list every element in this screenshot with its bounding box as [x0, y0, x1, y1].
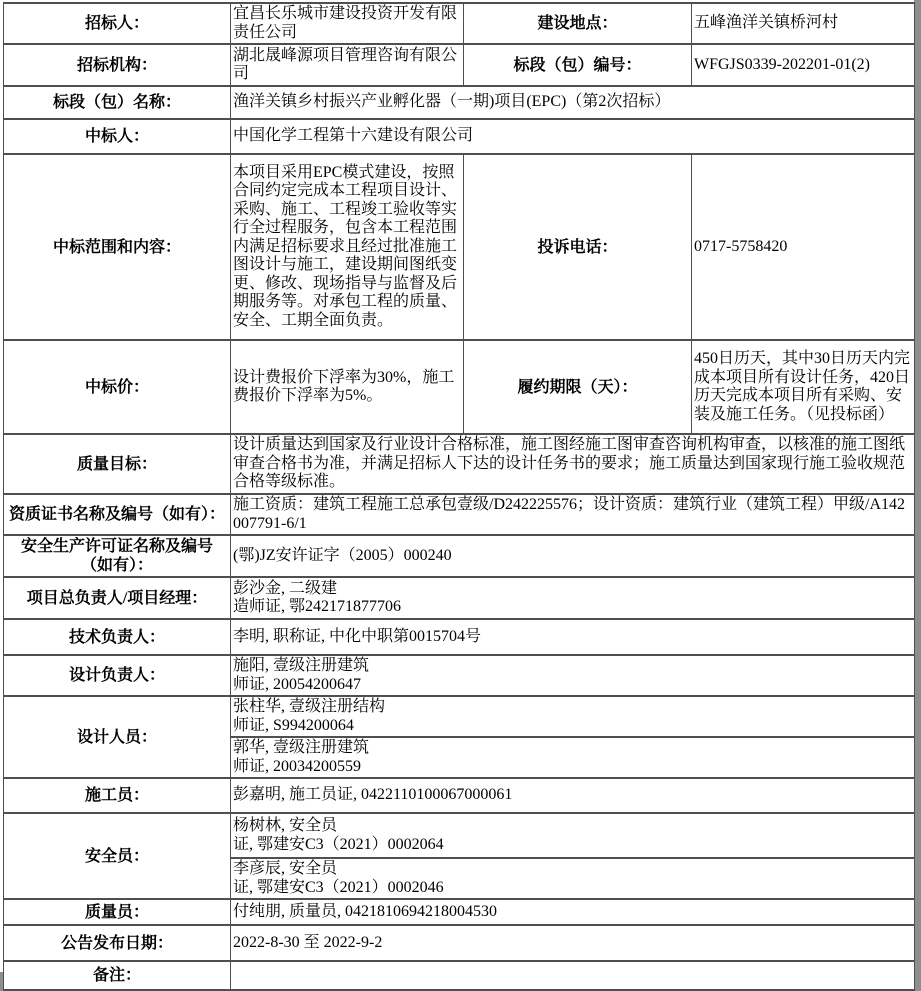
value-safety-officer-2: 李彦辰, 安全员 证, 鄂建安C3（2021）0002046	[231, 858, 915, 899]
label-performance-period: 履约期限（天）：	[464, 340, 692, 434]
bid-award-table	[3, 2, 915, 991]
value-designer-1: 张柱华, 壹级注册结构 师证, S994200064	[231, 696, 915, 737]
label-bid-price: 中标价：	[4, 340, 231, 434]
table-row-qualification	[4, 494, 915, 535]
value-scope: 本项目采用EPC模式建设，按照合同约定完成本工程项目设计、采购、施工、工程竣工验收等实行全过程服务，包含本工程范围内满足招标要求且经过批准施工图设计与施工，建设期间图纸变更、修改、现场指导与监督及后期服务等。对承包工程的质量、安全、工期全面负责。	[231, 154, 464, 340]
value-project-manager: 彭沙金, 二级建 造师证, 鄂242171877706	[231, 577, 915, 619]
label-construction-officer: 施工员：	[4, 778, 231, 813]
label-quality-goal: 质量目标：	[4, 434, 231, 494]
table-row-tenderer	[4, 3, 915, 44]
value-tenderer: 宜昌长乐城市建设投资开发有限责任公司	[231, 3, 464, 44]
label-technical-lead: 技术负责人：	[4, 619, 231, 655]
table-row-announce-date	[4, 925, 915, 961]
value-quality-officer: 付纯朋, 质量员, 0421810694218004530	[231, 899, 915, 925]
value-design-lead: 施阳, 壹级注册建筑 师证, 20054200647	[231, 655, 915, 696]
value-designer-2: 郭华, 壹级注册建筑 师证, 20034200559	[231, 737, 915, 778]
value-remark	[231, 961, 915, 990]
value-announcement-date: 2022-8-30 至 2022-9-2	[231, 925, 915, 961]
label-safety-officers: 安全员：	[4, 813, 231, 899]
value-construction-officer: 彭嘉明, 施工员证, 0422110100067000061	[231, 778, 915, 813]
value-section-name: 渔洋关镇乡村振兴产业孵化器（一期)项目(EPC)（第2次招标）	[231, 86, 915, 119]
table-row-tech-lead	[4, 619, 915, 655]
label-bidding-agency: 招标机构：	[4, 44, 231, 86]
value-bid-price: 设计费报价下浮率为30%，施工费报价下浮率为5%。	[231, 340, 464, 434]
value-performance-period: 450日历天，其中30日历天内完成本项目所有设计任务，420日历天完成本项目所有采购、安装及施工任务。（见投标函）	[692, 340, 915, 434]
value-complaint-phone: 0717-5758420	[692, 154, 915, 340]
label-scope: 中标范围和内容：	[4, 154, 231, 340]
table-row-bid-price	[4, 340, 915, 434]
table-row-constructor	[4, 778, 915, 813]
label-section-number: 标段（包）编号：	[464, 44, 692, 86]
value-technical-lead: 李明, 职称证, 中化中职第0015704号	[231, 619, 915, 655]
label-qualification-cert: 资质证书名称及编号（如有）：	[4, 494, 231, 535]
label-construction-location: 建设地点：	[464, 3, 692, 44]
label-safety-license: 安全生产许可证名称及编号（如有）：	[4, 535, 231, 577]
table-row-agency	[4, 44, 915, 86]
value-safety-officer-1: 杨树林, 安全员 证, 鄂建安C3（2021）0002064	[231, 813, 915, 858]
value-safety-license: (鄂)JZ安许证字（2005）000240	[231, 535, 915, 577]
label-tenderer: 招标人：	[4, 3, 231, 44]
value-quality-goal: 设计质量达到国家及行业设计合格标准，施工图经施工图审查咨询机构审查，以核准的施工图纸审查合格书为准，并满足招标人下达的设计任务书的要求；施工质量达到国家现行施工验收规范合格等级标准。	[231, 434, 915, 494]
table-row-winner	[4, 119, 915, 154]
table-row-scope	[4, 154, 915, 340]
table-row-section-name	[4, 86, 915, 119]
table-row-quality-goal	[4, 434, 915, 494]
value-section-number: WFGJS0339-202201-01(2)	[692, 44, 915, 86]
label-designers: 设计人员：	[4, 696, 231, 778]
value-qualification-cert: 施工资质：建筑工程施工总承包壹级/D242225576；设计资质：建筑行业（建筑工程）甲级/A142007791-6/1	[231, 494, 915, 535]
table-row-safety-license	[4, 535, 915, 577]
label-winner: 中标人：	[4, 119, 231, 154]
table-row-safety-officer-1	[4, 813, 915, 858]
table-row-quality-officer	[4, 899, 915, 925]
table-row-designer-1	[4, 696, 915, 737]
value-construction-location: 五峰渔洋关镇桥河村	[692, 3, 915, 44]
label-section-name: 标段（包）名称：	[4, 86, 231, 119]
label-remark: 备注：	[4, 961, 231, 990]
label-design-lead: 设计负责人：	[4, 655, 231, 696]
label-announcement-date: 公告发布日期：	[4, 925, 231, 961]
value-bidding-agency: 湖北晟峰源项目管理咨询有限公司	[231, 44, 464, 86]
table-row-project-manager	[4, 577, 915, 619]
table-row-remark	[4, 961, 915, 990]
label-quality-officer: 质量员：	[4, 899, 231, 925]
label-complaint-phone: 投诉电话：	[464, 154, 692, 340]
value-winner: 中国化学工程第十六建设有限公司	[231, 119, 915, 154]
label-project-manager: 项目总负责人/项目经理：	[4, 577, 231, 619]
table-row-design-lead	[4, 655, 915, 696]
